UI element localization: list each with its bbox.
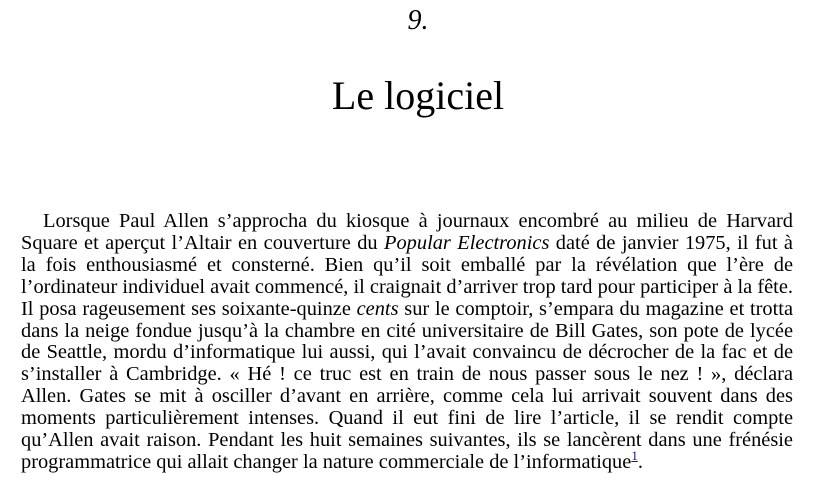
- magazine-title: Popular Electronics: [384, 231, 550, 254]
- paragraph-text-part-3: sur le comptoir, s’empara du magazine et trotta dans la neige fondue jusqu’à la chambre en cité universitaire de Bill Gates, son pote de lycée de Seattle, mordu d’informatique lui aussi, qui l’avait convaincu de décrocher de la fac et de s’installer à Cambridge. « Hé ! ce truc est en train de nous passer sous le nez ! », déclara Allen. Gates se mit à osciller d’avant en arrière, comme cela lui arrivait souvent dans des moments particulièrement intenses. Quand il eut fini de lire l’article, il se rendit compte qu’Allen avait raison. Pendant les huit semaines suivantes, ils se lancèrent dans une frénésie programmatrice qui allait changer la nature commerciale de l’informatique: [21, 297, 794, 473]
- body-paragraph: [21, 211, 793, 474]
- paragraph-text-part-2: daté de janvier 1975, il fut à la fois enthousiasmé et consterné. Bien qu’il soit emballé par la révélation que l’ère de l’ordinateur individuel avait commencé, il craignait d’arriver trop tard pour participer à la fête. Il posa rageusement ses soixante-quinze: [21, 231, 793, 320]
- chapter-number: 9.: [407, 5, 429, 36]
- paragraph-text-part-4: .: [637, 450, 643, 473]
- chapter-title: Le logiciel: [331, 73, 505, 118]
- paragraph-text-part-1: Lorsque Paul Allen s’approcha du kiosque à journaux encombré au milieu de Harvard Square et aperçut l’Altair en couverture du: [21, 210, 793, 254]
- cents-word: cents: [356, 297, 399, 320]
- footnote-link[interactable]: 1: [631, 448, 638, 464]
